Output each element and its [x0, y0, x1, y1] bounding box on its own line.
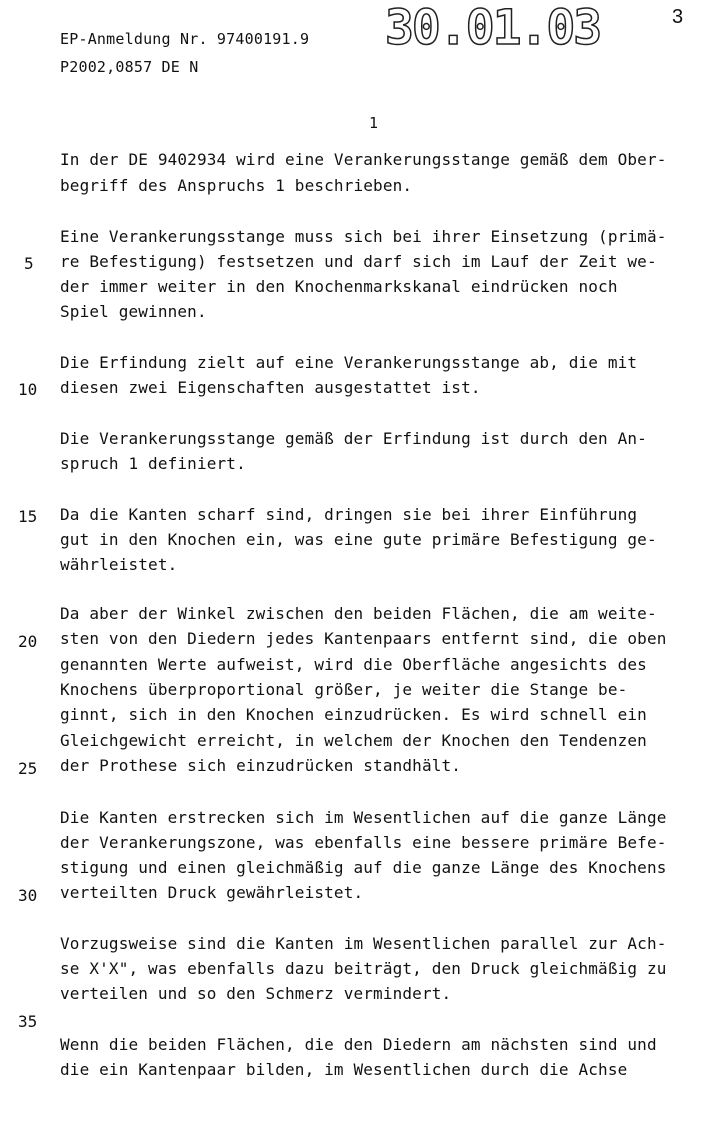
date-stamp: 30.01.03: [385, 0, 601, 56]
text-line: der Prothese sich einzudrücken standhält.: [60, 756, 462, 775]
text-line: spruch 1 definiert.: [60, 454, 246, 473]
text-line: Da die Kanten scharf sind, dringen sie bei ihrer Einführung: [60, 505, 638, 524]
text-line: gut in den Knochen ein, was eine gute primäre Befestigung ge-: [60, 530, 657, 549]
text-line: begriff des Anspruchs 1 beschrieben.: [60, 176, 413, 195]
text-line: se X'X", was ebenfalls dazu beiträgt, den Druck gleichmäßig zu: [60, 959, 667, 978]
text-line: verteilten Druck gewährleistet.: [60, 883, 364, 902]
text-line: genannten Werte aufweist, wird die Oberfläche angesichts des: [60, 655, 647, 674]
line-number: 15: [18, 507, 38, 526]
line-number: 20: [18, 632, 38, 651]
text-line: Knochens überproportional größer, je weiter die Stange be-: [60, 680, 628, 699]
text-line: die ein Kantenpaar bilden, im Wesentlichen durch die Achse: [60, 1060, 628, 1079]
text-line: Spiel gewinnen.: [60, 302, 207, 321]
corner-number: 3: [672, 6, 684, 28]
text-line: In der DE 9402934 wird eine Verankerungsstange gemäß dem Ober-: [60, 150, 667, 169]
line-number: 25: [18, 759, 38, 778]
page-number: 1: [369, 114, 379, 132]
text-line: Die Erfindung zielt auf eine Verankerungsstange ab, die mit: [60, 353, 638, 372]
line-number: 30: [18, 886, 38, 905]
text-line: währleistet.: [60, 555, 178, 574]
text-line: sten von den Diedern jedes Kantenpaars entfernt sind, die oben: [60, 629, 667, 648]
text-line: Da aber der Winkel zwischen den beiden Flächen, die am weite-: [60, 604, 657, 623]
text-line: Eine Verankerungsstange muss sich bei ihrer Einsetzung (primä-: [60, 227, 667, 246]
text-line: ginnt, sich in den Knochen einzudrücken. Es wird schnell ein: [60, 705, 647, 724]
line-number: 10: [18, 380, 38, 399]
text-line: diesen zwei Eigenschaften ausgestattet ist.: [60, 378, 481, 397]
text-line: verteilen und so den Schmerz vermindert.: [60, 984, 452, 1003]
text-line: Die Kanten erstrecken sich im Wesentlichen auf die ganze Länge: [60, 808, 667, 827]
application-number: EP-Anmeldung Nr. 97400191.9: [60, 30, 310, 48]
text-line: der immer weiter in den Knochenmarkskanal eindrücken noch: [60, 277, 618, 296]
reference-number: P2002,0857 DE N: [60, 58, 199, 76]
line-number: 35: [18, 1012, 38, 1031]
line-number: 5: [24, 254, 34, 273]
text-line: Vorzugsweise sind die Kanten im Wesentlichen parallel zur Ach-: [60, 934, 667, 953]
text-line: Die Verankerungsstange gemäß der Erfindung ist durch den An-: [60, 429, 647, 448]
text-line: stigung und einen gleichmäßig auf die ganze Länge des Knochens: [60, 858, 667, 877]
text-line: der Verankerungszone, was ebenfalls eine bessere primäre Befe-: [60, 833, 667, 852]
text-line: Gleichgewicht erreicht, in welchem der Knochen den Tendenzen: [60, 731, 647, 750]
text-line: re Befestigung) festsetzen und darf sich im Lauf der Zeit we-: [60, 252, 657, 271]
text-line: Wenn die beiden Flächen, die den Diedern am nächsten sind und: [60, 1035, 657, 1054]
